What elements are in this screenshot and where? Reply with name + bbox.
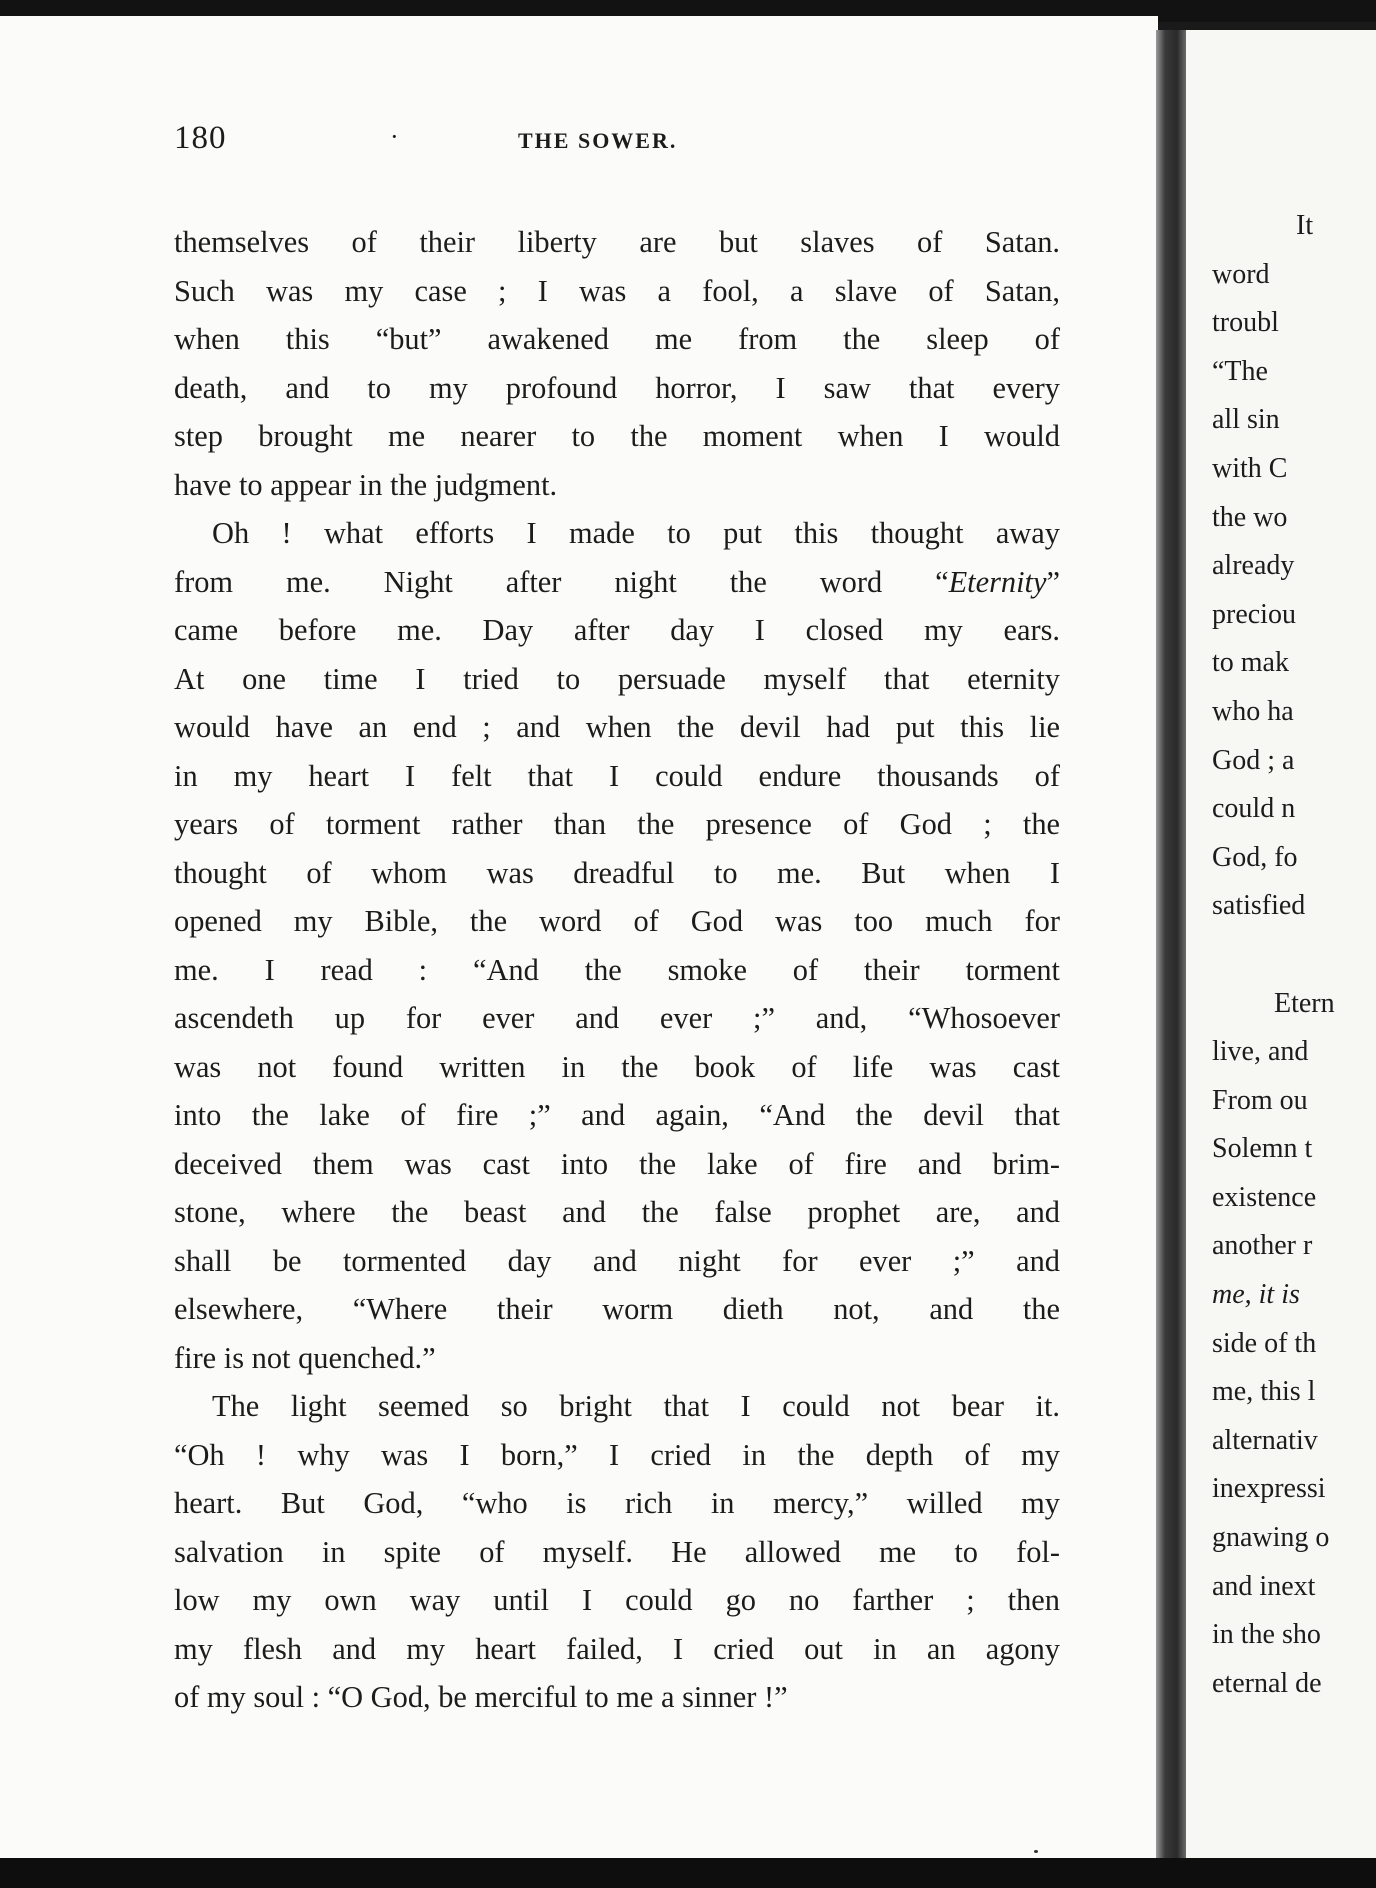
text-segment: ”: [1046, 564, 1060, 599]
text-line: inexpressi: [1212, 1473, 1326, 1505]
text-line: fire is not quenched.”: [174, 1340, 436, 1375]
left-page-body: [174, 218, 1060, 1722]
scan-bottom-edge: [0, 1858, 1376, 1888]
text-line: would have an end ; and when the devil had put this lie: [174, 710, 1060, 744]
text-line: another r: [1212, 1230, 1313, 1262]
text-line: the wo: [1212, 501, 1288, 533]
text-line: years of torment rather than the presence of God ; the: [174, 807, 1060, 841]
header-separator: ·: [390, 122, 399, 151]
text-line: step brought me nearer to the moment when I would: [174, 419, 1060, 453]
text-line: satisfied: [1212, 890, 1306, 922]
text-line: deceived them was cast into the lake of fire and brim-: [174, 1146, 1060, 1181]
book-gutter: [1156, 30, 1186, 1860]
text-line: heart. But God, “who is rich in mercy,” willed my: [174, 1486, 1060, 1520]
text-line: salvation in spite of myself. He allowed me to fol-: [174, 1534, 1060, 1569]
text-line: Solemn t: [1212, 1133, 1313, 1165]
text-line-with-emphasis: [174, 558, 1060, 607]
text-line: themselves of their liberty are but slaves of Satan.: [174, 225, 1060, 259]
text-line: preciou: [1212, 598, 1296, 630]
text-segment: from me. Night after night the word “: [174, 564, 949, 599]
text-line: in the sho: [1212, 1619, 1321, 1651]
page-number: 180: [174, 120, 227, 156]
text-line: alternativ: [1212, 1424, 1318, 1456]
text-line: my flesh and my heart failed, I cried out in an agony: [174, 1631, 1060, 1666]
text-line: already: [1212, 550, 1295, 582]
text-line: “Oh ! why was I born,” I cried in the depth of my: [174, 1437, 1060, 1472]
paragraph-gap: [1212, 931, 1376, 980]
text-line: me, this l: [1212, 1376, 1316, 1408]
text-line: elsewhere, “Where their worm dieth not, and the: [174, 1292, 1060, 1326]
text-line: with C: [1212, 452, 1288, 484]
text-line: to mak: [1212, 647, 1289, 679]
text-line: opened my Bible, the word of God was too much for: [174, 904, 1060, 938]
text-line: could n: [1212, 793, 1296, 825]
text-line: “The: [1212, 355, 1268, 387]
text-line: and inext: [1212, 1570, 1316, 1602]
text-line: me. I read : “And the smoke of their torment: [174, 952, 1060, 987]
text-line: word: [1212, 258, 1270, 290]
left-page: [0, 16, 1158, 1864]
text-line: me, it is: [1212, 1279, 1300, 1311]
text-line: when this “but” awakened me from the sleep of: [174, 322, 1060, 356]
text-line: low my own way until I could go no farther ; then: [174, 1583, 1060, 1617]
text-line: of my soul : “O God, be merciful to me a sinner !”: [174, 1680, 788, 1714]
text-line: Oh ! what efforts I made to put this thought away: [212, 516, 1060, 550]
text-line: God, fo: [1212, 841, 1298, 873]
page-header: [174, 120, 1094, 170]
text-line: At one time I tried to persuade myself that eternity: [174, 661, 1060, 696]
running-title: THE SOWER.: [518, 128, 678, 153]
text-line: all sin: [1212, 404, 1280, 436]
scan-speck: [1034, 1850, 1038, 1853]
text-line: From ou: [1212, 1084, 1308, 1116]
text-line: thought of whom was dreadful to me. But when I: [174, 855, 1060, 890]
text-line: The light seemed so bright that I could not bear it.: [212, 1389, 1060, 1423]
text-line: gnawing o: [1212, 1522, 1330, 1554]
text-line: Such was my case ; I was a fool, a slave of Satan,: [174, 273, 1060, 308]
text-line: shall be tormented day and night for ever ;” and: [174, 1243, 1060, 1278]
text-line: who ha: [1212, 695, 1294, 727]
text-line: God ; a: [1212, 744, 1295, 776]
text-line: eternal de: [1212, 1667, 1322, 1699]
text-line: have to appear in the judgment.: [174, 467, 558, 502]
text-line: came before me. Day after day I closed my ears.: [174, 613, 1060, 647]
text-line: existence: [1212, 1181, 1317, 1213]
text-line: was not found written in the book of life was cast: [174, 1049, 1060, 1084]
text-line: ascendeth up for ever and ever ;” and, “Whosoever: [174, 1001, 1060, 1035]
right-page-partial: [1186, 30, 1376, 1860]
text-line: stone, where the beast and the false prophet are, and: [174, 1195, 1060, 1229]
text-line: death, and to my profound horror, I saw that every: [174, 370, 1060, 405]
text-line: Etern: [1274, 987, 1335, 1019]
text-line: troubl: [1212, 307, 1279, 339]
text-line: in my heart I felt that I could endure thousands of: [174, 758, 1060, 793]
right-page-body: [1212, 202, 1376, 1708]
text-line: into the lake of fire ;” and again, “And the devil that: [174, 1098, 1060, 1132]
emphasis-eternity: Eternity: [948, 564, 1047, 599]
text-line: side of th: [1212, 1327, 1317, 1359]
text-line: It: [1296, 210, 1314, 241]
text-line: live, and: [1212, 1036, 1309, 1068]
